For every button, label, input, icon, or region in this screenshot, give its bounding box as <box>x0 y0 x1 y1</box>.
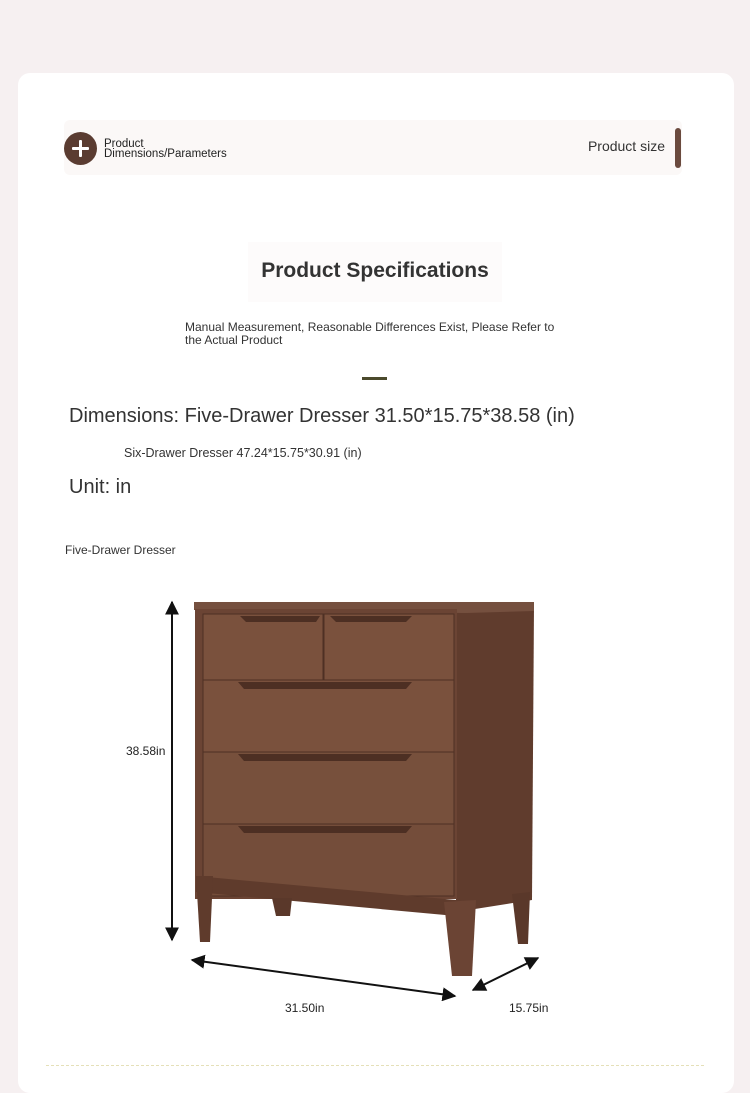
section-title-line1: Product <box>104 138 144 150</box>
dresser-image <box>150 590 570 1010</box>
divider <box>362 377 387 380</box>
section-right-label: Product size <box>587 138 665 154</box>
accent-bar <box>675 128 681 168</box>
depth-label: 15.75in <box>509 1001 549 1015</box>
plus-icon <box>64 132 97 165</box>
section-title-line2: Dimensions/Parameters <box>104 148 227 160</box>
unit-label: Unit: in <box>69 476 132 498</box>
dimensions-six-drawer: Six-Drawer Dresser 47.24*15.75*30.91 (in) <box>124 446 362 460</box>
diagram-label: Five-Drawer Dresser <box>65 543 176 557</box>
dashed-divider <box>46 1065 704 1066</box>
height-label: 38.58in <box>126 744 166 758</box>
dimensions-five-drawer: Dimensions: Five-Drawer Dresser 31.50*15.75*38.58 (in) <box>69 405 575 427</box>
spec-title: Product Specifications <box>248 242 502 302</box>
width-label: 31.50in <box>285 1001 325 1015</box>
spec-note: Manual Measurement, Reasonable Differences Exist, Please Refer to the Actual Product <box>185 320 555 347</box>
